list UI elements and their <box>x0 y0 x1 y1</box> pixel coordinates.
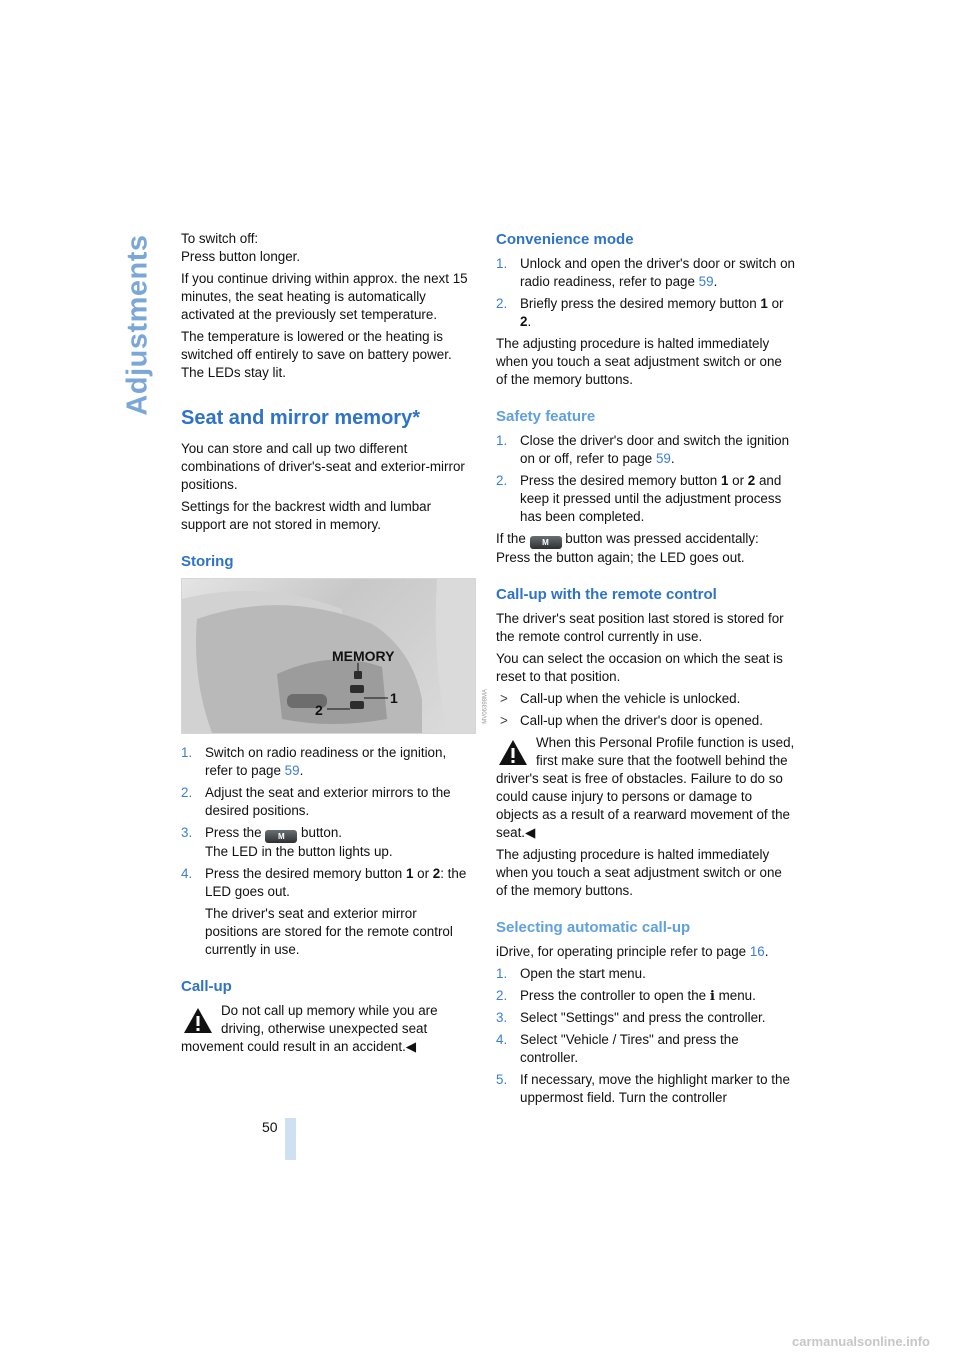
section-heading: Seat and mirror memory* <box>181 407 420 429</box>
paragraph: You can select the occasion on which the seat is reset to that position. <box>496 651 783 684</box>
seat-memory-figure <box>181 578 489 734</box>
paragraph: The temperature is lowered or the heating is switched off entirely to save on battery power. The LEDs stay lit. <box>181 329 452 380</box>
paragraph: You can store and call up two different combinations of driver's-seat and exterior-mirror positions. <box>181 441 465 492</box>
seat-photo-illustration <box>182 579 475 733</box>
paragraph: The adjusting procedure is halted immediately when you touch a seat adjustment switch or one of the memory buttons. <box>496 847 782 898</box>
list-item: > Call-up when the driver's door is opened. <box>500 713 763 728</box>
list-item: 1. Unlock and open the driver's door or switch on radio readiness, refer to page 59. <box>496 256 795 289</box>
storing-steps <box>181 744 471 959</box>
page-number: 50 <box>262 1119 278 1135</box>
list-item: 5. If necessary, move the highlight marker to the uppermost field. Turn the controller <box>496 1072 790 1105</box>
section-title: Adjustments <box>122 234 155 416</box>
convenience-heading: Convenience mode <box>496 231 634 248</box>
paragraph: iDrive, for operating principle refer to page 16. <box>496 944 769 959</box>
step-note: The driver's seat and exterior mirror positions are stored for the remote control currently in use. <box>205 906 453 957</box>
page-link[interactable]: 59 <box>655 451 671 466</box>
page-link[interactable]: 59 <box>284 763 300 778</box>
memory-m-button-icon: M <box>530 536 562 549</box>
list-item: 2. Adjust the seat and exterior mirrors to the desired positions. <box>181 785 451 818</box>
page-link[interactable]: 59 <box>698 274 714 289</box>
right-column <box>496 230 796 1111</box>
figure-code: MV06398MA <box>483 689 489 724</box>
paragraph: Settings for the backrest width and lumbar support are not stored in memory. <box>181 499 432 532</box>
remote-options <box>496 690 796 730</box>
safety-heading: Safety feature <box>496 408 596 425</box>
safety-steps <box>496 432 796 526</box>
list-item: 1. Open the start menu. <box>496 966 646 981</box>
memory-m-button-icon: M <box>265 830 297 843</box>
remote-heading: Call-up with the remote control <box>496 586 717 603</box>
list-item: 3. Select "Settings" and press the controller. <box>496 1010 766 1025</box>
callup-heading: Call-up <box>181 978 232 995</box>
callout-2: 2 <box>315 702 323 718</box>
warning-triangle-icon <box>183 1006 213 1034</box>
page-bar <box>285 1118 296 1160</box>
section-sidebar-title <box>118 230 158 420</box>
list-item: > Call-up when the vehicle is unlocked. <box>500 691 741 706</box>
memory-label: MEMORY <box>332 648 395 664</box>
list-item: 1. Switch on radio readiness or the ignition, refer to page 59. <box>181 745 447 778</box>
warning-callout: When this Personal Profile function is used, first make sure that the footwell behind the driver's seat is free of obstacles. Failure to do so could cause injury to persons or damage to objects as a result of a rearward movement of the seat.◀ <box>496 735 795 840</box>
list-item: 4. Press the desired memory button 1 or 2: the LED goes out. The driver's seat and exterior mirror positions are stored for the remote control currently in use. <box>181 865 471 959</box>
page-link[interactable]: 16 <box>749 944 765 959</box>
auto-callup-heading: Selecting automatic call-up <box>496 919 691 936</box>
footer-watermark: carmanualsonline.info <box>792 1334 930 1349</box>
convenience-steps <box>496 255 796 331</box>
paragraph: The adjusting procedure is halted immediately when you touch a seat adjustment switch or one of the memory buttons. <box>496 336 782 387</box>
list-item: 2. Press the controller to open the i menu. <box>496 988 756 1004</box>
paragraph: To switch off: Press button longer. <box>181 231 301 264</box>
auto-callup-steps <box>496 965 796 1107</box>
paragraph: The driver's seat position last stored is stored for the remote control currently in use. <box>496 611 784 644</box>
callout-1: 1 <box>390 690 398 706</box>
paragraph: If the M button was pressed accidentally: Press the button again; the LED goes out. <box>496 531 759 565</box>
left-column <box>181 230 489 1060</box>
paragraph: If you continue driving within approx. the next 15 minutes, the seat heating is automatically activated at the previously set temperature. <box>181 271 468 322</box>
info-menu-icon: i <box>709 988 715 1004</box>
warning-callout: Do not call up memory while you are driving, otherwise unexpected seat movement could result in an accident.◀ <box>181 1003 438 1054</box>
list-item: 2. Briefly press the desired memory button 1 or 2. <box>496 296 784 329</box>
list-item: 1. Close the driver's door and switch the ignition on or off, refer to page 59. <box>496 433 790 466</box>
list-item: 4. Select "Vehicle / Tires" and press the controller. <box>496 1032 739 1065</box>
list-item: 3. Press the M button. The LED in the button lights up. <box>181 825 393 859</box>
storing-heading: Storing <box>181 553 234 570</box>
warning-triangle-icon <box>498 738 528 766</box>
list-item: 2. Press the desired memory button 1 or 2 and keep it pressed until the adjustment process has been completed. <box>496 473 782 524</box>
